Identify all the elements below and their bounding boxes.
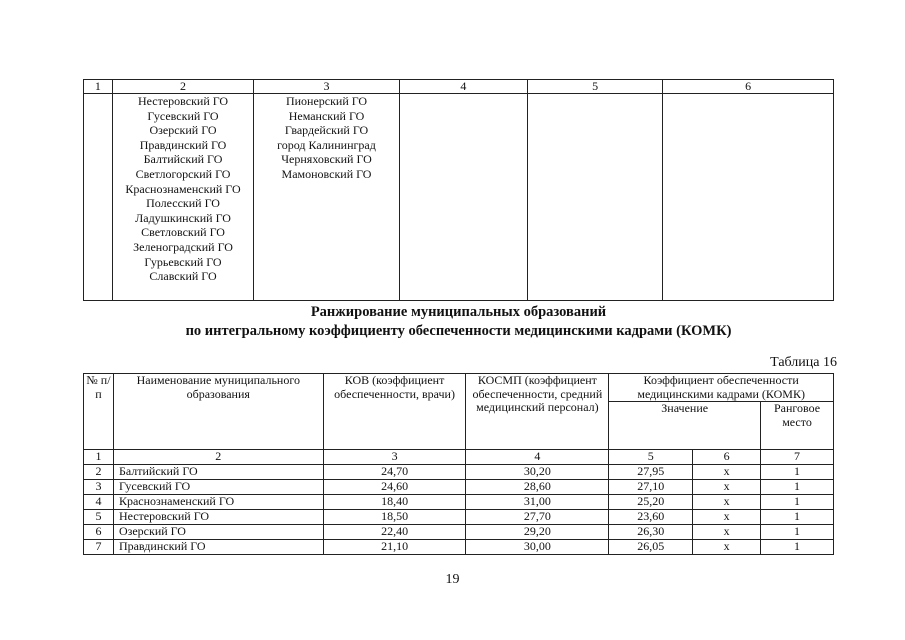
- municipality-name: Озерский ГО: [149, 123, 217, 138]
- table-row: [84, 540, 834, 555]
- kosmp-value: 30,20: [466, 465, 609, 480]
- col-number: 4: [399, 80, 527, 94]
- x-mark: x: [693, 495, 761, 510]
- row-index: 3: [84, 480, 114, 495]
- header-rank: Ранговое место: [761, 402, 834, 450]
- row-index: 4: [84, 495, 114, 510]
- kosmp-value: 28,60: [466, 480, 609, 495]
- municipality-name: Нестеровский ГО: [113, 510, 323, 525]
- empty-cell: [399, 94, 527, 301]
- col-number: 3: [323, 450, 466, 465]
- komk-value: 26,05: [609, 540, 693, 555]
- x-mark: x: [693, 525, 761, 540]
- municipality-name: Правдинский ГО: [113, 540, 323, 555]
- municipality-name: Правдинский ГО: [139, 137, 227, 152]
- header-value: Значение: [609, 402, 761, 450]
- header-num: № п/п: [84, 374, 114, 450]
- row-index: 6: [84, 525, 114, 540]
- kosmp-value: 29,20: [466, 525, 609, 540]
- table-row: [84, 495, 834, 510]
- col-number: 6: [663, 80, 834, 94]
- kosmp-value: 31,00: [466, 495, 609, 510]
- col-number: 2: [112, 80, 254, 94]
- komk-value: 25,20: [609, 495, 693, 510]
- empty-cell: [663, 94, 834, 301]
- municipality-name: Черняховский ГО: [281, 152, 372, 167]
- municipality-name: Полесский ГО: [146, 196, 220, 211]
- header-kov: КОВ (коэффициент обеспеченности, врачи): [323, 374, 466, 450]
- ranking-table: [83, 373, 834, 555]
- col-number: 5: [609, 450, 693, 465]
- kov-value: 22,40: [323, 525, 466, 540]
- row-index: 5: [84, 510, 114, 525]
- section-title: [83, 303, 834, 341]
- continuation-table: [83, 79, 834, 301]
- municipality-name: Гурьевский ГО: [144, 254, 222, 269]
- municipality-name: Мамоновский ГО: [281, 166, 372, 181]
- kov-value: 21,10: [323, 540, 466, 555]
- page-number: 19: [445, 572, 460, 587]
- municipality-name: Светловский ГО: [141, 225, 225, 240]
- municipality-name: Нестеровский ГО: [137, 94, 229, 108]
- table-row: [84, 465, 834, 480]
- x-mark: x: [693, 540, 761, 555]
- municipality-list-col2: [112, 94, 254, 301]
- table-row: [84, 510, 834, 525]
- municipality-list-col3: [254, 94, 399, 301]
- komk-value: 27,95: [609, 465, 693, 480]
- municipality-name: Балтийский ГО: [143, 152, 223, 167]
- column-numbers-row: [84, 450, 834, 465]
- header-komk: Коэффициент обеспеченности медицинскими кадрами (КОМК): [609, 374, 834, 402]
- municipality-name: Гвардейский ГО: [284, 123, 369, 138]
- kosmp-value: 27,70: [466, 510, 609, 525]
- municipality-name: Зеленоградский ГО: [133, 239, 233, 254]
- municipality-name: Гусевский ГО: [147, 108, 219, 123]
- col-number: 1: [84, 80, 113, 94]
- kov-value: 24,70: [323, 465, 466, 480]
- table-row: [84, 525, 834, 540]
- col-number: 5: [528, 80, 663, 94]
- x-mark: x: [693, 480, 761, 495]
- komk-value: 23,60: [609, 510, 693, 525]
- rank-value: 1: [761, 510, 834, 525]
- row-index: 7: [84, 540, 114, 555]
- row-index: 2: [84, 465, 114, 480]
- kov-value: 18,50: [323, 510, 466, 525]
- header-row-1: [84, 374, 834, 402]
- municipality-name: Пионерский ГО: [285, 94, 368, 108]
- municipality-name: Краснознаменский ГО: [113, 495, 323, 510]
- col-number: 2: [113, 450, 323, 465]
- municipality-name: Славский ГО: [149, 269, 217, 284]
- municipality-name: город Калининград: [277, 137, 376, 152]
- x-mark: x: [693, 510, 761, 525]
- continuation-header-row: [84, 80, 834, 94]
- kov-value: 18,40: [323, 495, 466, 510]
- col-number: 7: [761, 450, 834, 465]
- rank-value: 1: [761, 480, 834, 495]
- municipality-name: Озерский ГО: [113, 525, 323, 540]
- rank-value: 1: [761, 525, 834, 540]
- municipality-name: Светлогорский ГО: [135, 166, 231, 181]
- continuation-body-row: [84, 94, 834, 301]
- col-number: 4: [466, 450, 609, 465]
- rank-value: 1: [761, 495, 834, 510]
- municipality-name: Ладушкинский ГО: [135, 210, 231, 225]
- municipality-name: Балтийский ГО: [113, 465, 323, 480]
- header-name: Наименование муниципального образования: [113, 374, 323, 450]
- empty-cell: [84, 94, 113, 301]
- komk-value: 27,10: [609, 480, 693, 495]
- header-kosmp: КОСМП (коэффициент обеспеченности, средний медицинский персонал): [466, 374, 609, 450]
- col-number: 1: [84, 450, 114, 465]
- empty-cell: [528, 94, 663, 301]
- municipality-name: Краснознаменский ГО: [125, 181, 241, 196]
- komk-value: 26,30: [609, 525, 693, 540]
- kosmp-value: 30,00: [466, 540, 609, 555]
- table-row: [84, 480, 834, 495]
- col-number: 6: [693, 450, 761, 465]
- municipality-name: Неманский ГО: [288, 108, 365, 123]
- table-label: Таблица 16: [770, 355, 837, 370]
- title-line-1: Ранжирование муниципальных образований: [310, 304, 607, 320]
- kov-value: 24,60: [323, 480, 466, 495]
- col-number: 3: [254, 80, 399, 94]
- rank-value: 1: [761, 465, 834, 480]
- municipality-name: Гусевский ГО: [113, 480, 323, 495]
- title-line-2: по интегральному коэффициенту обеспеченности медицинскими кадрами (КОМК): [185, 323, 732, 339]
- x-mark: x: [693, 465, 761, 480]
- rank-value: 1: [761, 540, 834, 555]
